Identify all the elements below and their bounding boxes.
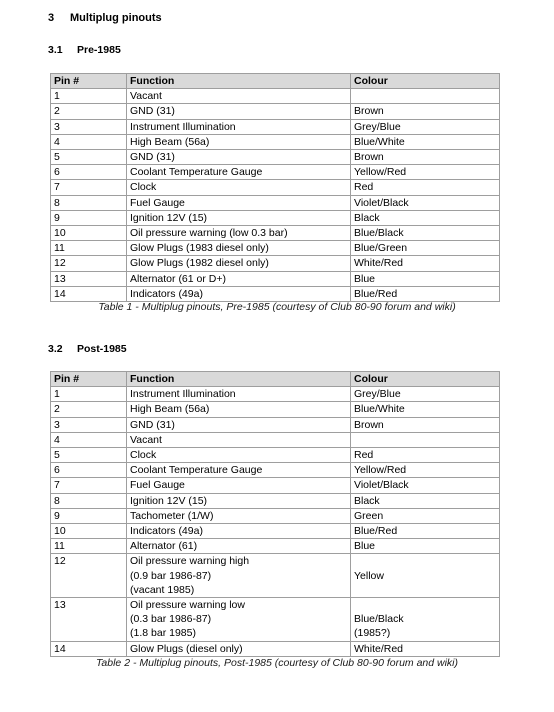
- colour-line: Violet/Black: [354, 196, 409, 209]
- colour-cell: [351, 104, 500, 119]
- colour-cell: [351, 478, 500, 493]
- function-line: Coolant Temperature Gauge: [130, 464, 263, 477]
- pinout-table-pre-1985: [50, 73, 500, 302]
- colour-line: Blue/Red: [354, 525, 398, 538]
- function-line: Instrument Illumination: [130, 388, 236, 401]
- pin-cell: 10: [51, 524, 127, 539]
- table-row: [51, 134, 500, 149]
- table-row: [51, 554, 500, 598]
- colour-cell: [351, 271, 500, 286]
- pin-cell: 14: [51, 286, 127, 301]
- pin-cell: 12: [51, 554, 127, 598]
- pin-cell: 4: [51, 432, 127, 447]
- colour-line: Black: [354, 211, 380, 224]
- table-row: [51, 104, 500, 119]
- colour-cell: [351, 402, 500, 417]
- colour-line: Yellow: [354, 569, 384, 582]
- function-line: Clock: [130, 181, 157, 194]
- pin-cell: 3: [51, 119, 127, 134]
- pin-cell: 11: [51, 539, 127, 554]
- table-row: [51, 119, 500, 134]
- pin-cell: 13: [51, 271, 127, 286]
- subsection-number: 3.2: [48, 343, 63, 355]
- colour-cell: [351, 286, 500, 301]
- colour-cell: [351, 119, 500, 134]
- colour-cell: [351, 226, 500, 241]
- function-line: Oil pressure warning (low 0.3 bar): [130, 227, 288, 240]
- function-cell: [127, 150, 351, 165]
- function-cell: [127, 89, 351, 104]
- section-number: 3: [48, 12, 55, 24]
- colour-line: Blue/Black: [354, 227, 404, 240]
- table-row: [51, 448, 500, 463]
- function-cell: [127, 256, 351, 271]
- function-line: Tachometer (1/W): [130, 509, 214, 522]
- pin-cell: 5: [51, 448, 127, 463]
- function-line: Alternator (61): [130, 540, 198, 553]
- function-line: Ignition 12V (15): [130, 211, 208, 224]
- table-row: [51, 226, 500, 241]
- subsection-heading-post-1985: [48, 343, 127, 355]
- pin-cell: 5: [51, 150, 127, 165]
- column-header-pin: Pin #: [51, 372, 127, 387]
- pin-cell: 10: [51, 226, 127, 241]
- column-header-function: Function: [127, 372, 351, 387]
- function-line: Clock: [130, 449, 157, 462]
- table-row: [51, 256, 500, 271]
- pin-cell: 9: [51, 508, 127, 523]
- table-row: [51, 524, 500, 539]
- colour-cell: [351, 641, 500, 656]
- table-row: [51, 641, 500, 656]
- function-line: Glow Plugs (1982 diesel only): [130, 257, 269, 270]
- table-row: [51, 387, 500, 402]
- table-row: [51, 241, 500, 256]
- column-header-colour: Colour: [351, 372, 500, 387]
- colour-cell: [351, 417, 500, 432]
- colour-cell: [351, 463, 500, 478]
- table-row: [51, 89, 500, 104]
- pinout-table-post-1985: [50, 371, 500, 657]
- table-row: [51, 286, 500, 301]
- function-cell: [127, 195, 351, 210]
- table-row: [51, 165, 500, 180]
- colour-cell: [351, 554, 500, 598]
- function-cell: [127, 539, 351, 554]
- function-cell: [127, 165, 351, 180]
- table-row: [51, 150, 500, 165]
- function-cell: [127, 524, 351, 539]
- pin-cell: 3: [51, 417, 127, 432]
- colour-cell: [351, 89, 500, 104]
- function-line: Alternator (61 or D+): [130, 272, 226, 285]
- function-line: Oil pressure warning low: [130, 599, 245, 612]
- table-row: [51, 402, 500, 417]
- subsection-title: Post-1985: [77, 343, 127, 355]
- colour-line: (1985?): [354, 627, 391, 640]
- function-cell: [127, 432, 351, 447]
- colour-cell: [351, 493, 500, 508]
- pin-cell: 7: [51, 180, 127, 195]
- function-line: High Beam (56a): [130, 403, 210, 416]
- pin-cell: 14: [51, 641, 127, 656]
- subsection-heading-pre-1985: [48, 44, 121, 56]
- table-row: [51, 210, 500, 225]
- table-row: [51, 598, 500, 642]
- function-line: Fuel Gauge: [130, 196, 185, 209]
- pin-cell: 1: [51, 89, 127, 104]
- colour-line: Blue/Black: [354, 613, 404, 626]
- colour-cell: [351, 210, 500, 225]
- function-line: Glow Plugs (diesel only): [130, 642, 243, 655]
- function-line: GND (31): [130, 418, 175, 431]
- function-cell: [127, 598, 351, 642]
- function-line: Vacant: [130, 90, 162, 103]
- colour-line: White/Red: [354, 642, 404, 655]
- function-line: GND (31): [130, 105, 175, 118]
- subsection-title: Pre-1985: [77, 44, 121, 56]
- colour-line: Blue/White: [354, 135, 405, 148]
- colour-cell: [351, 150, 500, 165]
- pin-cell: 8: [51, 195, 127, 210]
- function-cell: [127, 134, 351, 149]
- column-header-pin: Pin #: [51, 74, 127, 89]
- pin-cell: 9: [51, 210, 127, 225]
- colour-line: Blue/Red: [354, 287, 398, 300]
- table-row: [51, 195, 500, 210]
- colour-line: Blue/Green: [354, 242, 408, 255]
- function-line: Indicators (49a): [130, 287, 203, 300]
- colour-line: Brown: [354, 105, 384, 118]
- function-line: Ignition 12V (15): [130, 494, 208, 507]
- pin-cell: 2: [51, 104, 127, 119]
- pin-cell: 4: [51, 134, 127, 149]
- subsection-number: 3.1: [48, 44, 63, 56]
- function-line: GND (31): [130, 151, 175, 164]
- function-cell: [127, 271, 351, 286]
- function-cell: [127, 286, 351, 301]
- function-line: Indicators (49a): [130, 525, 203, 538]
- function-cell: [127, 180, 351, 195]
- table-row: [51, 180, 500, 195]
- function-cell: [127, 241, 351, 256]
- function-cell: [127, 641, 351, 656]
- table-row: [51, 539, 500, 554]
- colour-cell: [351, 134, 500, 149]
- colour-cell: [351, 598, 500, 642]
- table-row: [51, 463, 500, 478]
- function-cell: [127, 508, 351, 523]
- pin-cell: 12: [51, 256, 127, 271]
- colour-cell: [351, 241, 500, 256]
- table-header-row: [51, 74, 500, 89]
- function-line: Coolant Temperature Gauge: [130, 166, 263, 179]
- function-cell: [127, 119, 351, 134]
- colour-line: Black: [354, 494, 380, 507]
- colour-cell: [351, 256, 500, 271]
- table-row: [51, 493, 500, 508]
- column-header-function: Function: [127, 74, 351, 89]
- pin-cell: 7: [51, 478, 127, 493]
- colour-cell: [351, 539, 500, 554]
- table-row: [51, 417, 500, 432]
- pin-cell: 6: [51, 463, 127, 478]
- colour-cell: [351, 508, 500, 523]
- colour-cell: [351, 524, 500, 539]
- function-cell: [127, 463, 351, 478]
- pin-cell: 1: [51, 387, 127, 402]
- function-line: (0.3 bar 1986-87): [130, 613, 212, 626]
- function-cell: [127, 387, 351, 402]
- function-cell: [127, 478, 351, 493]
- table-row: [51, 271, 500, 286]
- pin-cell: 8: [51, 493, 127, 508]
- colour-line: Blue/White: [354, 403, 405, 416]
- function-cell: [127, 402, 351, 417]
- function-line: High Beam (56a): [130, 135, 210, 148]
- colour-line: Yellow/Red: [354, 166, 407, 179]
- function-cell: [127, 493, 351, 508]
- column-header-colour: Colour: [351, 74, 500, 89]
- colour-line: White/Red: [354, 257, 404, 270]
- colour-line: Grey/Blue: [354, 388, 401, 401]
- colour-cell: [351, 165, 500, 180]
- colour-line: Blue: [354, 272, 376, 285]
- function-line: Instrument Illumination: [130, 120, 236, 133]
- function-line: Oil pressure warning high: [130, 555, 250, 568]
- function-cell: [127, 554, 351, 598]
- function-cell: [127, 104, 351, 119]
- colour-cell: [351, 432, 500, 447]
- colour-line: Blue: [354, 540, 376, 553]
- function-line: (1.8 bar 1985): [130, 627, 196, 640]
- table-row: [51, 432, 500, 447]
- function-cell: [127, 226, 351, 241]
- function-line: Glow Plugs (1983 diesel only): [130, 242, 269, 255]
- section-heading: [48, 12, 162, 24]
- table-header-row: [51, 372, 500, 387]
- table-caption-post-1985: Table 2 - Multiplug pinouts, Post-1985 (courtesy of Club 80-90 forum and wiki): [95, 657, 459, 669]
- colour-line: Grey/Blue: [354, 120, 401, 133]
- colour-line: Yellow/Red: [354, 464, 407, 477]
- function-cell: [127, 210, 351, 225]
- pin-cell: 11: [51, 241, 127, 256]
- colour-line: Red: [354, 449, 374, 462]
- table-row: [51, 478, 500, 493]
- colour-line: Green: [354, 509, 384, 522]
- table-row: [51, 508, 500, 523]
- colour-cell: [351, 180, 500, 195]
- pin-cell: 6: [51, 165, 127, 180]
- colour-line: Violet/Black: [354, 479, 409, 492]
- function-line: Fuel Gauge: [130, 479, 185, 492]
- function-cell: [127, 448, 351, 463]
- function-line: (vacant 1985): [130, 583, 195, 596]
- pin-cell: 13: [51, 598, 127, 642]
- table-caption-pre-1985: Table 1 - Multiplug pinouts, Pre-1985 (courtesy of Club 80-90 forum and wiki): [98, 301, 456, 313]
- section-title: Multiplug pinouts: [70, 12, 162, 24]
- colour-cell: [351, 387, 500, 402]
- function-line: Vacant: [130, 433, 162, 446]
- colour-cell: [351, 195, 500, 210]
- function-line: (0.9 bar 1986-87): [130, 569, 212, 582]
- colour-line: Brown: [354, 151, 384, 164]
- colour-line: Brown: [354, 418, 384, 431]
- colour-cell: [351, 448, 500, 463]
- colour-line: Red: [354, 181, 374, 194]
- pin-cell: 2: [51, 402, 127, 417]
- function-cell: [127, 417, 351, 432]
